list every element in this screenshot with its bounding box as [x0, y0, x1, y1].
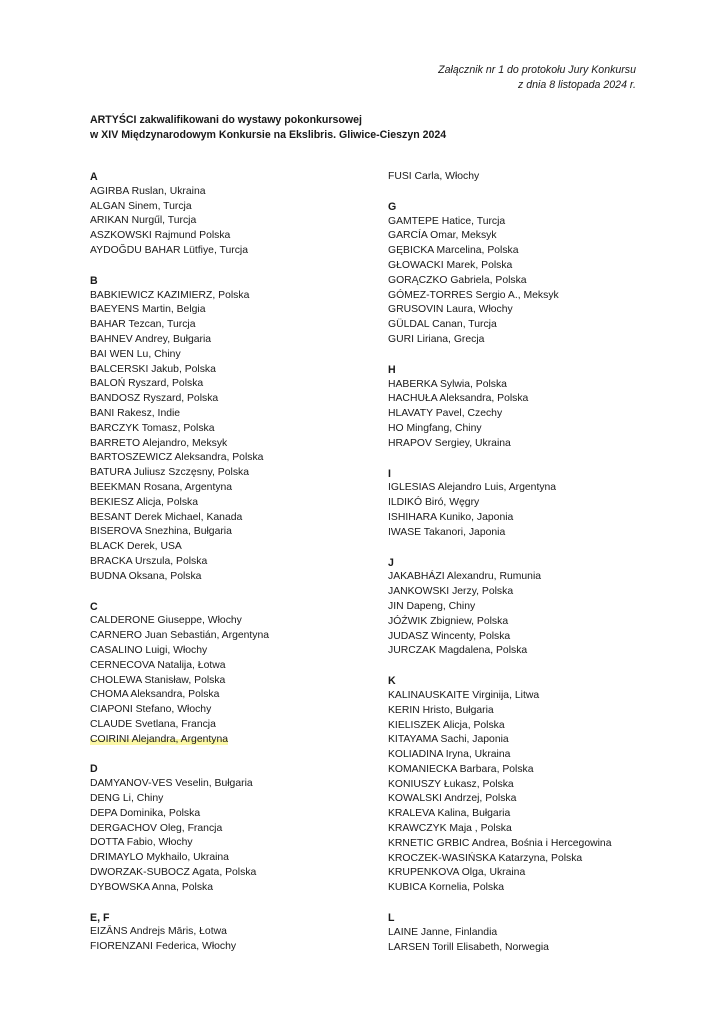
artist-entry	[90, 614, 390, 629]
artist-name: GRUSOVIN Laura, Włochy	[388, 304, 513, 316]
artist-entry	[90, 466, 390, 481]
artist-entry	[90, 718, 390, 733]
artist-name: DRIMAYLO Mykhailo, Ukraina	[90, 852, 229, 864]
artist-entry	[388, 407, 688, 422]
letter-group	[90, 274, 390, 585]
artist-name: BUDNA Oksana, Polska	[90, 570, 202, 582]
artist-name: DAMYANOV-VES Veselin, Bułgaria	[90, 778, 253, 790]
letter-group	[90, 600, 390, 748]
artist-name: BEEKMAN Rosana, Argentyna	[90, 481, 233, 493]
artist-entry	[90, 333, 390, 348]
artist-entry	[90, 940, 390, 955]
artist-name: BAHNEV Andrey, Bułgaria	[90, 333, 212, 345]
artist-entry	[388, 526, 688, 541]
artist-name: BALCERSKI Jakub, Polska	[90, 363, 216, 375]
artist-entry	[388, 244, 688, 259]
artist-name: EIZĀNS Andrejs Māris, Łotwa	[90, 926, 227, 938]
artist-entry	[388, 881, 688, 896]
letter-heading: L	[388, 912, 395, 925]
artist-entry	[388, 926, 688, 941]
artist-entry	[388, 748, 688, 763]
artist-name: GARCÍA Omar, Meksyk	[388, 230, 497, 242]
letter-heading: J	[388, 556, 394, 569]
artist-entry	[90, 229, 390, 244]
artist-entry	[90, 703, 390, 718]
artist-name: JÓŹWIK Zbigniew, Polska	[388, 615, 509, 627]
artist-name: CARNERO Juan Sebastián, Argentyna	[90, 630, 270, 642]
artist-name: KOLIADINA Iryna, Ukraina	[388, 749, 511, 761]
artist-name: COIRINI Alejandra, Argentyna	[90, 733, 229, 745]
artist-name: DWORZAK-SUBOCZ Agata, Polska	[90, 867, 257, 879]
artist-entry	[388, 704, 688, 719]
letter-group	[388, 200, 688, 348]
artist-name: ISHIHARA Kuniko, Japonia	[388, 511, 514, 523]
annex-line-2: z dnia 8 listopada 2024 r.	[518, 79, 636, 91]
artist-name: KRNETIC GRBIC Andrea, Bośnia i Hercegowina	[388, 837, 612, 849]
artist-entry	[388, 378, 688, 393]
artist-entry	[90, 555, 390, 570]
artist-name: KRALEVA Kalina, Bułgaria	[388, 808, 511, 820]
letter-heading: D	[90, 763, 98, 776]
artist-name: BEKIESZ Alicja, Polska	[90, 496, 198, 508]
artist-entry	[90, 629, 390, 644]
artist-name: ASZKOWSKI Rajmund Polska	[90, 230, 231, 242]
artist-name: GĘBICKA Marcelina, Polska	[388, 245, 519, 257]
artist-entry	[388, 792, 688, 807]
artist-name: BAHAR Tezcan, Turcja	[90, 319, 196, 331]
artist-entry	[90, 348, 390, 363]
letter-group	[388, 170, 688, 185]
artist-name: BLACK Derek, USA	[90, 541, 182, 553]
artist-name: HABERKA Sylwia, Polska	[388, 378, 507, 390]
artist-name: LARSEN Torill Elisabeth, Norwegia	[388, 941, 549, 953]
artist-entry	[388, 630, 688, 645]
artist-name: BALOŃ Ryszard, Polska	[90, 378, 204, 390]
artist-entry	[388, 941, 688, 956]
artist-name: BAEYENS Martin, Belgia	[90, 304, 206, 316]
artist-entry	[388, 600, 688, 615]
artist-name: BANDOSZ Ryszard, Polska	[90, 393, 219, 405]
artist-entry	[90, 881, 390, 896]
left-column	[90, 170, 390, 970]
letter-group	[388, 467, 688, 541]
artist-entry	[90, 674, 390, 689]
artist-name: BARRETO Alejandro, Meksyk	[90, 437, 228, 449]
artist-name: GORĄCZKO Gabriela, Polska	[388, 274, 527, 286]
artist-name: KRAWCZYK Maja , Polska	[388, 823, 512, 835]
artist-name: HLAVATY Pavel, Czechy	[388, 408, 503, 420]
right-column	[388, 170, 688, 970]
artist-entry	[90, 200, 390, 215]
artist-name: GÓMEZ-TORRES Sergio A., Meksyk	[388, 289, 559, 301]
artist-entry	[388, 585, 688, 600]
artist-name: FUSI Carla, Włochy	[388, 171, 480, 182]
artist-entry	[388, 274, 688, 289]
artist-entry	[90, 244, 390, 259]
artist-entry	[90, 866, 390, 881]
artist-name: ILDIKÓ Biró, Węgry	[388, 497, 480, 509]
artist-name: AYDOĞDU BAHAR Lütfiye, Turcja	[90, 244, 249, 256]
artist-name: DOTTA Fabio, Włochy	[90, 837, 193, 849]
artist-name: KIELISZEK Alicja, Polska	[388, 719, 505, 731]
artist-name: BRACKA Urszula, Polska	[90, 555, 208, 567]
artist-name: ALGAN Sinem, Turcja	[90, 200, 192, 212]
artist-entry	[388, 318, 688, 333]
artist-name: GÜLDAL Canan, Turcja	[388, 319, 497, 331]
artist-entry	[388, 837, 688, 852]
artist-entry	[90, 807, 390, 822]
artist-entry	[388, 422, 688, 437]
letter-heading: E, F	[90, 911, 110, 924]
letter-heading: G	[388, 200, 397, 213]
letter-group	[90, 170, 390, 259]
artist-entry	[90, 570, 390, 585]
artist-entry	[90, 822, 390, 837]
artist-name: LAINE Janne, Finlandia	[388, 926, 498, 938]
artist-name: KALINAUSKAITE Virginija, Litwa	[388, 689, 540, 701]
artist-entry	[90, 836, 390, 851]
letter-heading: A	[90, 171, 98, 183]
artist-entry	[388, 511, 688, 526]
artist-name: IGLESIAS Alejandro Luis, Argentyna	[388, 482, 557, 494]
artist-entry	[388, 866, 688, 881]
artist-name: JIN Dapeng, Chiny	[388, 600, 476, 612]
artist-name: BISEROVA Snezhina, Bułgaria	[90, 526, 232, 538]
artist-name: KRUPENKOVA Olga, Ukraina	[388, 867, 526, 879]
artist-name: KROCZEK-WASIŃSKA Katarzyna, Polska	[388, 852, 583, 864]
artist-entry	[90, 851, 390, 866]
artist-name: GŁOWACKI Marek, Polska	[388, 259, 513, 271]
artist-name: BESANT Derek Michael, Kanada	[90, 511, 243, 523]
artist-entry	[388, 437, 688, 452]
artist-entry	[90, 214, 390, 229]
letter-heading: C	[90, 600, 98, 613]
artist-entry	[388, 215, 688, 230]
artist-entry	[90, 644, 390, 659]
artist-entry	[90, 688, 390, 703]
artist-entry	[90, 437, 390, 452]
artist-name: CALDERONE Giuseppe, Włochy	[90, 615, 242, 627]
artist-name: DYBOWSKA Anna, Polska	[90, 881, 214, 893]
artist-name: KONIUSZY Łukasz, Polska	[388, 778, 514, 790]
title-line-2: w XIV Międzynarodowym Konkursie na Ekslibris. Gliwice-Cieszyn 2024	[90, 129, 447, 141]
artist-name: KOMANIECKA Barbara, Polska	[388, 763, 534, 775]
artist-entry	[90, 392, 390, 407]
artist-entry	[90, 289, 390, 304]
letter-heading: K	[388, 675, 396, 688]
artist-name: BATURA Juliusz Szczęsny, Polska	[90, 467, 249, 479]
artist-name: HRAPOV Sergiey, Ukraina	[388, 437, 511, 449]
document-title	[90, 113, 446, 143]
artist-name: JANKOWSKI Jerzy, Polska	[388, 586, 514, 598]
artist-entry	[90, 540, 390, 555]
artist-entry	[90, 792, 390, 807]
artist-name: DERGACHOV Oleg, Francja	[90, 822, 223, 834]
artist-entry	[388, 229, 688, 244]
artist-entry	[90, 925, 390, 940]
annex-note	[438, 63, 636, 93]
artist-entry	[388, 644, 688, 659]
artist-name: CASALINO Luigi, Włochy	[90, 644, 208, 656]
artist-entry	[90, 481, 390, 496]
letter-group	[388, 363, 688, 452]
artist-name: JURCZAK Magdalena, Polska	[388, 645, 528, 657]
letter-group	[90, 911, 390, 955]
artist-name: CERNECOVA Natalija, Łotwa	[90, 659, 226, 671]
artist-name: DEPA Dominika, Polska	[90, 807, 201, 819]
artist-name: KOWALSKI Andrzej, Polska	[388, 793, 517, 805]
artist-entry	[90, 659, 390, 674]
artist-name: CHOMA Aleksandra, Polska	[90, 689, 220, 701]
artist-name: CIAPONI Stefano, Włochy	[90, 704, 212, 716]
artist-entry	[388, 733, 688, 748]
letter-group	[90, 762, 390, 895]
artist-name: FIORENZANI Federica, Włochy	[90, 941, 237, 953]
artist-entry	[388, 259, 688, 274]
artist-name: JAKABHÁZI Alexandru, Rumunia	[388, 571, 542, 583]
artist-entry	[90, 407, 390, 422]
artist-name: BABKIEWICZ KAZIMIERZ, Polska	[90, 289, 250, 301]
letter-group	[388, 911, 688, 955]
artist-entry	[388, 689, 688, 704]
artist-entry	[388, 333, 688, 348]
artist-name: HACHUŁA Aleksandra, Polska	[388, 393, 529, 405]
artist-name: IWASE Takanori, Japonia	[388, 526, 506, 538]
artist-entry	[90, 777, 390, 792]
annex-line-1: Załącznik nr 1 do protokołu Jury Konkursu	[438, 64, 636, 76]
letter-group	[388, 674, 688, 896]
letter-heading: H	[388, 363, 396, 376]
artist-entry	[90, 451, 390, 466]
artist-entry	[388, 763, 688, 778]
artist-entry	[90, 525, 390, 540]
letter-group	[388, 556, 688, 660]
artist-entry	[388, 392, 688, 407]
artist-name: BANI Rakesz, Indie	[90, 407, 181, 419]
artist-entry	[90, 496, 390, 511]
artist-name: KERIN Hristo, Bułgaria	[388, 704, 494, 716]
artist-entry	[388, 303, 688, 318]
artist-name: BARCZYK Tomasz, Polska	[90, 422, 215, 434]
artist-entry	[388, 570, 688, 585]
artist-entry	[388, 719, 688, 734]
artist-entry	[388, 822, 688, 837]
artist-entry	[90, 422, 390, 437]
artist-entry	[388, 170, 688, 185]
artist-entry	[90, 377, 390, 392]
artist-name: KUBICA Kornelia, Polska	[388, 882, 505, 894]
artist-entry	[388, 852, 688, 867]
artist-name: JUDASZ Wincenty, Polska	[388, 630, 511, 642]
artist-name: CLAUDE Svetlana, Francja	[90, 718, 216, 730]
artist-entry	[388, 496, 688, 511]
title-line-1: ARTYŚCI zakwalifikowani do wystawy pokonkursowej	[90, 114, 362, 126]
artist-name: GURI Liriana, Grecja	[388, 333, 485, 345]
artist-name: BARTOSZEWICZ Aleksandra, Polska	[90, 452, 264, 464]
artist-entry	[90, 185, 390, 200]
artist-name: CHOLEWA Stanisław, Polska	[90, 674, 226, 686]
artist-entry	[388, 807, 688, 822]
artist-entry	[90, 733, 390, 748]
artist-name: AGIRBA Ruslan, Ukraina	[90, 185, 206, 197]
artist-entry	[388, 481, 688, 496]
artist-entry	[388, 289, 688, 304]
artist-entry	[90, 303, 390, 318]
artist-name: HO Mingfang, Chiny	[388, 422, 482, 434]
artist-entry	[90, 318, 390, 333]
artist-entry	[90, 363, 390, 378]
artist-name: GAMTEPE Hatice, Turcja	[388, 215, 506, 227]
artist-entry	[90, 511, 390, 526]
artist-entry	[388, 778, 688, 793]
letter-heading: I	[388, 467, 391, 480]
artist-name: KITAYAMA Sachi, Japonia	[388, 734, 509, 746]
letter-heading: B	[90, 274, 98, 287]
artist-name: BAI WEN Lu, Chiny	[90, 348, 181, 360]
artist-name: ARIKAN Nurgűl, Turcja	[90, 215, 197, 227]
artist-name: DENG Li, Chiny	[90, 793, 164, 805]
artist-entry	[388, 615, 688, 630]
